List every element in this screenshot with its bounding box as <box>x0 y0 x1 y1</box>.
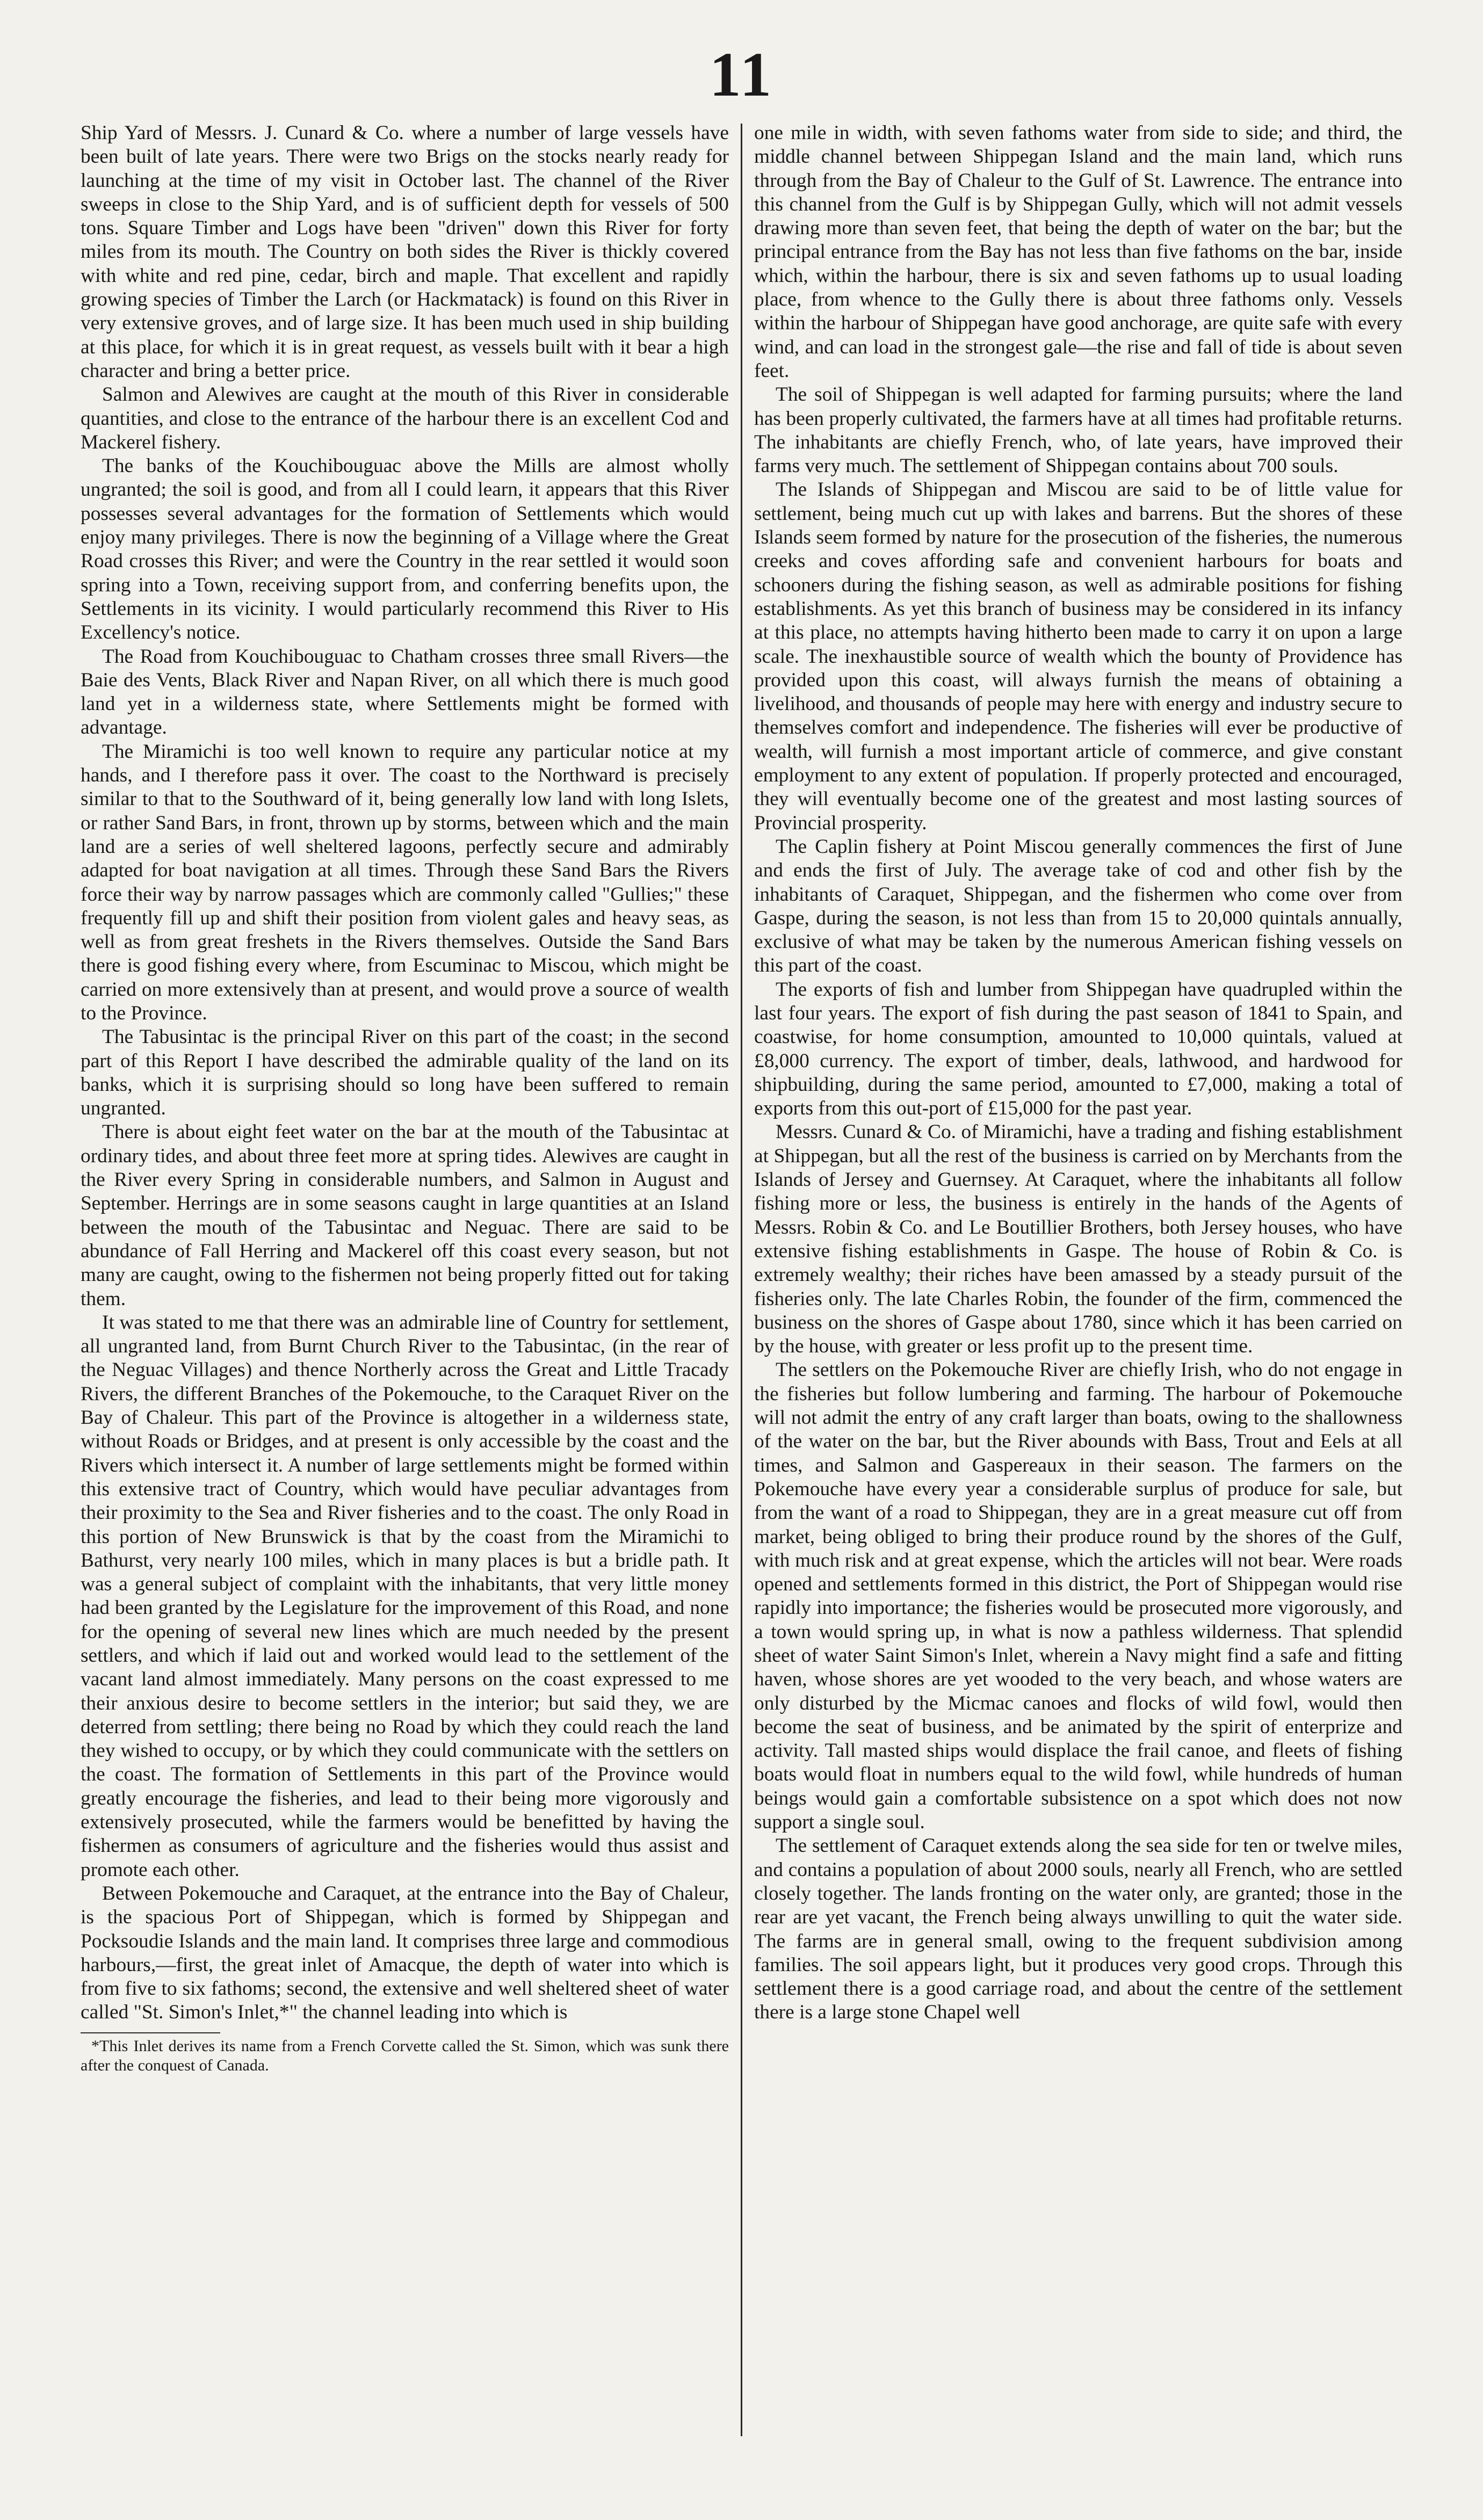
two-column-body <box>81 121 1402 2495</box>
paragraph: The Miramichi is too well known to require any particular notice at my hands, and I therefore pass it over. The coast to the Northward is precisely similar to that to the Southward of it, being generally low land with long Islets, or rather Sand Bars, in front, thrown up by storms, between which and the main land are a series of well sheltered lagoons, perfectly secure and admirably adapted for boat navigation at all times. Through these Sand Bars the Rivers force their way by narrow passages which are commonly called "Gullies;" these frequently fill up and shift their position from violent gales and heavy seas, as well as from great freshets in the Rivers themselves. Outside the Sand Bars there is good fishing every where, from Escuminac to Miscou, which might be carried on more extensively than at present, and would prove a source of wealth to the Province. <box>81 740 729 1024</box>
right-column-paragraphs <box>754 121 1402 2025</box>
paragraph: Between Pokemouche and Caraquet, at the entrance into the Bay of Chaleur, is the spacious Port of Shippegan, which is formed by Shippegan and Pocksoudie Islands and the main land. It comprises three large and commodious harbours,—first, the great inlet of Amacque, the depth of water into which is from five to six fathoms; second, the extensive and well sheltered sheet of water called "St. Simon's Inlet,*" the channel leading into which is <box>81 1882 729 2024</box>
footnote-rule <box>81 2032 220 2033</box>
paragraph: The soil of Shippegan is well adapted for farming pursuits; where the land has been properly cultivated, the farmers have at all times had profitable returns. The inhabitants are chiefly French, who, of late years, have improved their farms very much. The settlement of Shippegan contains about 700 souls. <box>754 383 1402 477</box>
paragraph: The settlers on the Pokemouche River are chiefly Irish, who do not engage in the fisheries but follow lumbering and farming. The harbour of Pokemouche will not admit the entry of any craft larger than boats, owing to the shallowness of the water on the bar, but the River abounds with Bass, Trout and Eels at all times, and Salmon and Gaspereaux in their season. The farmers on the Pokemouche have every year a considerable surplus of produce for sale, but from the want of a road to Shippegan, they are in a great measure cut off from market, being obliged to bring their produce round by the shores of the Gulf, with much risk and at great expense, which the articles will not bear. Were roads opened and settlements formed in this district, the Port of Shippegan would rise rapidly into importance; the fisheries would be prosecuted more vigorously, and a town would spring up, in what is now a pathless wilderness. That splendid sheet of water Saint Simon's Inlet, wherein a Navy might find a safe and fitting haven, whose shores are yet wooded to the very beach, and whose waters are only disturbed by the Micmac canoes and flocks of wild fowl, would then become the seat of business, and be animated by the spirit of enterprize and activity. Tall masted ships would displace the frail canoe, and fleets of fishing boats would float in numbers equal to the wild fowl, while hundreds of human beings would gain a comfortable subsistence on a spot which does not now support a single soul. <box>754 1359 1402 1834</box>
paragraph: The settlement of Caraquet extends along the sea side for ten or twelve miles, and contains a population of about 2000 souls, nearly all French, who are settled closely together. The lands fronting on the water only, are granted; those in the rear are yet vacant, the French being always unwilling to quit the water side. The farms are in general small, owing to the frequent subdivision among families. The soil appears light, but it produces very good crops. Through this settlement there is a good carriage road, and about the centre of the settlement there is a large stone Chapel well <box>754 1835 1402 2024</box>
column-divider <box>741 124 742 2436</box>
left-column-paragraphs <box>81 121 729 2025</box>
paragraph: Salmon and Alewives are caught at the mouth of this River in considerable quantities, and close to the entrance of the harbour there is an excellent Cod and Mackerel fishery. <box>81 383 729 453</box>
paragraph: The Tabusintac is the principal River on this part of the coast; in the second part of this Report I have described the admirable quality of the land on its banks, which it is surprising should so long have been suffered to remain ungranted. <box>81 1026 729 1120</box>
page-number: 11 <box>709 39 774 110</box>
paragraph: Ship Yard of Messrs. J. Cunard & Co. where a number of large vessels have been built of late years. There were two Brigs on the stocks nearly ready for launching at the time of my visit in October last. The channel of the River sweeps in close to the Ship Yard, and is of sufficient depth for vessels of 500 tons. Square Timber and Logs have been "driven" down this River for forty miles from its mouth. The Country on both sides the River is thickly covered with white and red pine, cedar, birch and maple. That excellent and rapidly growing species of Timber the Larch (or Hackmatack) is found on this River in very extensive groves, and of large size. It has been much used in ship building at this place, for which it is in great request, as vessels built with it bear a high character and bring a better price. <box>81 122 729 382</box>
paragraph: one mile in width, with seven fathoms water from side to side; and third, the middle channel between Shippegan Island and the main land, which runs through from the Bay of Chaleur to the Gulf of St. Lawrence. The entrance into this channel from the Gulf is by Shippegan Gully, which will not admit vessels drawing more than seven feet, that being the depth of water on the bar; but the principal entrance from the Bay has not less than five fathoms on the bar, inside which, within the harbour, there is six and seven fathoms up to usual loading place, from whence to the Gully there is about three fathoms only. Vessels within the harbour of Shippegan have good anchorage, are quite safe with every wind, and can load in the strongest gale—the rise and fall of tide is about seven feet. <box>754 122 1402 382</box>
paragraph: Messrs. Cunard & Co. of Miramichi, have a trading and fishing establishment at Shippegan, but all the rest of the business is carried on by Merchants from the Islands of Jersey and Guernsey. At Caraquet, where the inhabitants all follow fishing more or less, the business is entirely in the hands of the Agents of Messrs. Robin & Co. and Le Boutillier Brothers, both Jersey houses, who have extensive fishing establishments in Gaspe. The house of Robin & Co. is extremely wealthy; their riches have been amassed by a steady pursuit of the fisheries only. The late Charles Robin, the founder of the firm, commenced the business on the shores of Gaspe about 1780, since which it has been carried on by the house, with greater or less profit up to the present time. <box>754 1121 1402 1358</box>
left-column <box>81 121 734 2495</box>
paragraph: The banks of the Kouchibouguac above the Mills are almost wholly ungranted; the soil is good, and from all I could learn, it appears that this River possesses several advantages for the formation of Settlements which would enjoy many privileges. There is now the beginning of a Village where the Great Road crosses this River; and were the Country in the rear settled it would soon spring into a Town, receiving support from, and conferring benefits upon, the Settlements in its vicinity. I would particularly recommend this River to His Excellency's notice. <box>81 455 729 644</box>
paragraph: The exports of fish and lumber from Shippegan have quadrupled within the last four years. The export of fish during the past season of 1841 to Spain, and coastwise, for home consumption, amounted to 10,000 quintals, valued at £8,000 currency. The export of timber, deals, lathwood, and hardwood for shipbuilding, during the same period, amounted to £7,000, making a total of exports from this out-port of £15,000 for the past year. <box>754 978 1402 1120</box>
paragraph: There is about eight feet water on the bar at the mouth of the Tabusintac at ordinary tides, and about three feet more at spring tides. Alewives are caught in the River every Spring in considerable numbers, and Salmon in August and September. Herrings are in some seasons caught in large quantities at an Island between the mouth of the Tabusintac and Neguac. There are said to be abundance of Fall Herring and Mackerel off this coast every season, but not many are caught, owing to the fishermen not being properly fitted out for taking them. <box>81 1121 729 1310</box>
footnote: *This Inlet derives its name from a French Corvette called the St. Simon, which was sunk there after the conquest of Canada. <box>81 2037 729 2074</box>
paragraph: It was stated to me that there was an admirable line of Country for settlement, all ungranted land, from Burnt Church River to the Tabusintac, (in the rear of the Neguac Villages) and thence Northerly across the Great and Little Tracady Rivers, the different Branches of the Pokemouche, to the Caraquet River on the Bay of Chaleur. This part of the Province is altogether in a wilderness state, without Roads or Bridges, and at present is only accessible by the coast and the Rivers which intersect it. A number of large settlements might be formed within this extensive tract of Country, which would have peculiar advantages from their proximity to the Sea and River fisheries and to the coast. The only Road in this portion of New Brunswick is that by the coast from the Miramichi to Bathurst, very nearly 100 miles, which in many places is but a bridle path. It was a general subject of complaint with the inhabitants, that very little money had been granted by the Legislature for the improvement of this Road, and none for the opening of several new lines which are much needed by the present settlers, and which if laid out and worked would lead to the settlement of the vacant land almost immediately. Many persons on the coast expressed to me their anxious desire to become settlers in the interior; but said they, we are deterred from settling; there being no Road by which they could reach the land they wished to occupy, or by which they could communicate with the settlers on the coast. The formation of Settlements in this part of the Province would greatly encourage the fisheries, and lead to their being more vigorously and extensively prosecuted, while the farmers would be benefitted by having the fishermen as consumers of agriculture and the fisheries would thus assist and promote each other. <box>81 1311 729 1881</box>
paragraph: The Road from Kouchibouguac to Chatham crosses three small Rivers—the Baie des Vents, Black River and Napan River, on all which there is much good land yet in a wilderness state, where Settlements might be formed with advantage. <box>81 645 729 739</box>
paragraph: The Islands of Shippegan and Miscou are said to be of little value for settlement, being much cut up with lakes and barrens. But the shores of these Islands seem formed by nature for the prosecution of the fisheries, the numerous creeks and coves affording safe and convenient harbours for boats and schooners during the fishing season, as well as admirable positions for fishing establishments. As yet this branch of business may be considered in its infancy at this place, no attempts having hitherto been made to carry it on upon a large scale. The inexhaustible source of wealth which the bounty of Providence has provided upon this coast, will always furnish the means of obtaining a livelihood, and thousands of people may here with energy and industry secure to themselves comfort and independence. The fisheries will ever be productive of wealth, will furnish a most important article of commerce, and give constant employment to any extent of population. If properly protected and encouraged, they will eventually become one of the greatest and most lasting sources of Provincial prosperity. <box>754 479 1402 834</box>
right-column <box>749 121 1402 2495</box>
paragraph: The Caplin fishery at Point Miscou generally commences the first of June and ends the first of July. The average take of cod and other fish by the inhabitants of Caraquet, Shippegan, and the fishermen who come over from Gaspe, during the season, is not less than from 15 to 20,000 quintals annually, exclusive of what may be taken by the numerous American fishing vessels on this part of the coast. <box>754 835 1402 977</box>
